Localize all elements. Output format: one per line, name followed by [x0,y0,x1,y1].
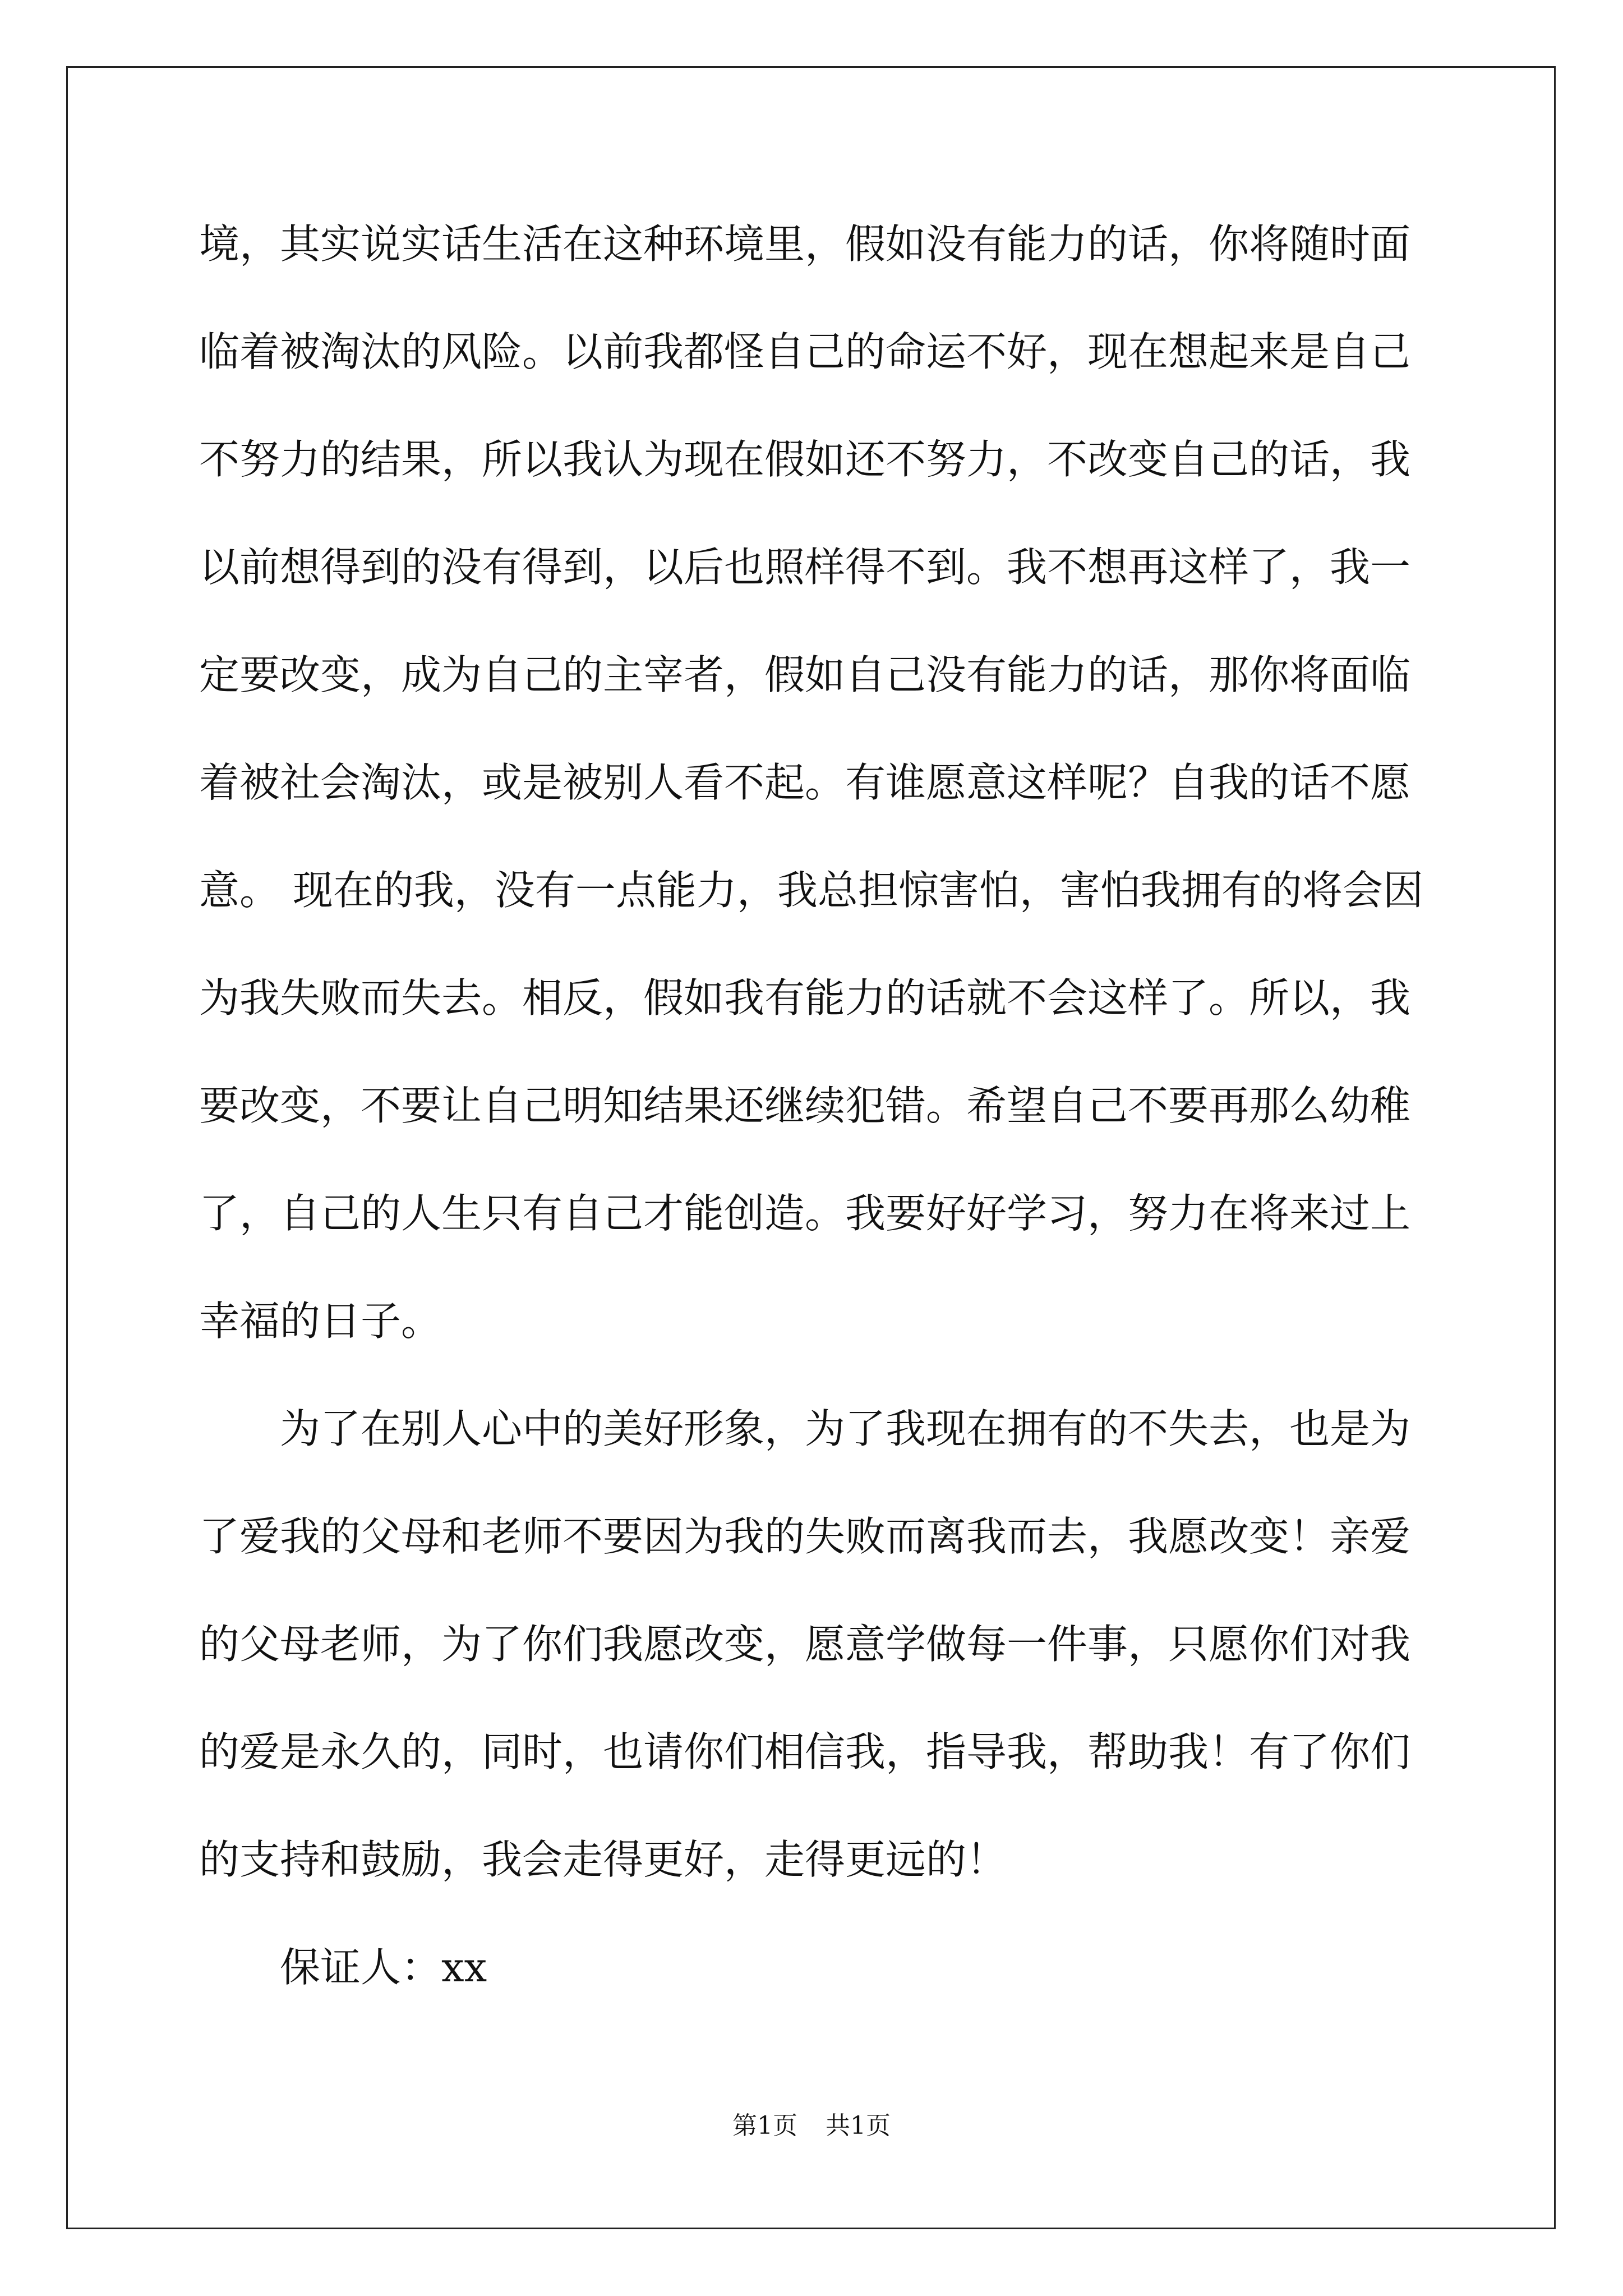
text-line: 幸福的日子。 [199,1297,442,1345]
text-line: 了，自己的人生只有自己才能创造。我要好好学习，努力在将来过上 [199,1190,1411,1237]
text-line: 以前想得到的没有得到，以后也照样得不到。我不想再这样了，我一 [199,544,1411,591]
signature-line: 保证人：xx [199,1944,487,1991]
text-line: 着被社会淘汰，或是被别人看不起。有谁愿意这样呢？自我的话不愿 [199,759,1411,806]
text-line: 意。 现在的我，没有一点能力，我总担惊害怕，害怕我拥有的将会因 [199,867,1423,914]
text-line: 的爱是永久的，同时，也请你们相信我，指导我，帮助我！有了你们 [199,1728,1411,1775]
text-line: 为了在别人心中的美好形象，为了我现在拥有的不失去，也是为 [199,1405,1411,1452]
page-total: 共1页 [826,2111,891,2140]
document-body [199,210,1427,2041]
text-line: 的父母老师，为了你们我愿改变，愿意学做每一件事，只愿你们对我 [199,1621,1411,1668]
page-footer [0,2109,1623,2143]
text-line: 了爱我的父母和老师不要因为我的失败而离我而去，我愿改变！亲爱 [199,1513,1411,1560]
text-line: 不努力的结果，所以我认为现在假如还不努力，不改变自己的话，我 [199,436,1411,483]
text-line: 临着被淘汰的风险。以前我都怪自己的命运不好，现在想起来是自己 [199,328,1411,375]
text-line: 为我失败而失去。相反，假如我有能力的话就不会这样了。所以，我 [199,974,1411,1022]
text-line: 境，其实说实话生活在这种环境里，假如没有能力的话，你将随时面 [199,220,1411,268]
text-line: 的支持和鼓励，我会走得更好，走得更远的！ [199,1836,1007,1883]
text-line: 定要改变，成为自己的主宰者，假如自己没有能力的话，那你将面临 [199,651,1411,698]
text-line: 要改变，不要让自己明知结果还继续犯错。希望自己不要再那么幼稚 [199,1082,1411,1129]
page-number: 第1页 [732,2111,797,2140]
